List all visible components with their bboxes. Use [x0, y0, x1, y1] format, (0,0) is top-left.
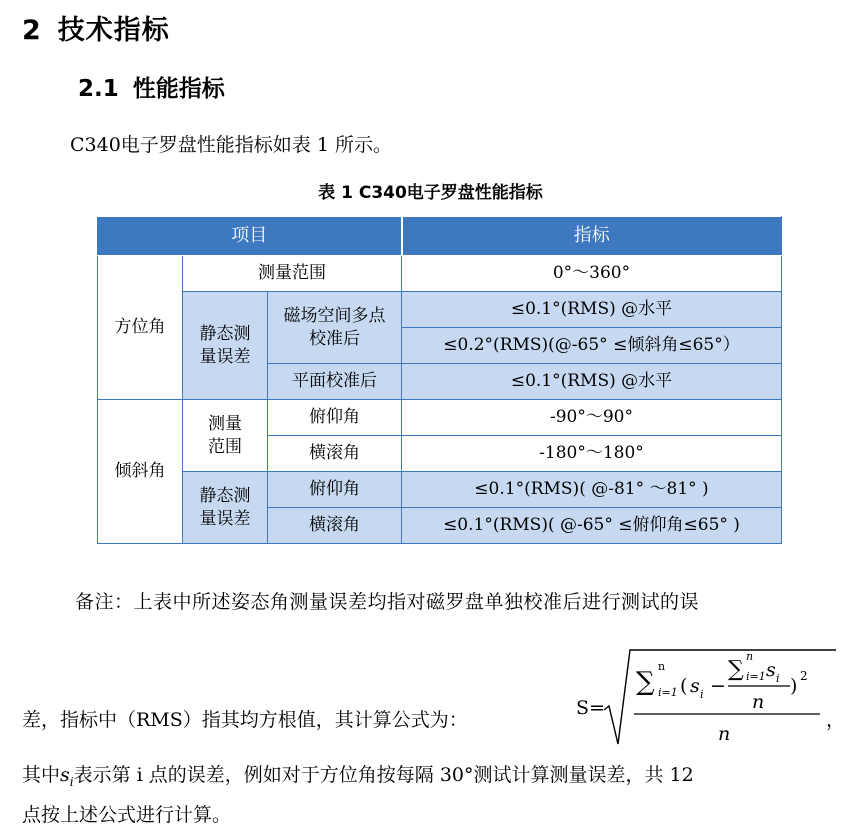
s-i-variable: s: [60, 764, 70, 786]
inner-s-var: s: [766, 659, 776, 681]
multi-point-value-1: ≤0.1°(RMS) @水平: [402, 292, 782, 328]
section-title: 技术指标: [57, 15, 170, 46]
pitch-label-error: 俯仰角: [268, 472, 402, 508]
explanation-line-2: 点按上述公式进行计算。: [22, 804, 232, 826]
intro-paragraph: C340电子罗盘性能指标如表 1 所示。: [70, 134, 392, 156]
section-number: 2: [22, 15, 42, 46]
pitch-error-value: ≤0.1°(RMS)( @-81° ～81° ): [402, 472, 782, 508]
table-caption: 表 1 C340电子罗盘性能指标: [318, 183, 543, 203]
pitch-label-range: 俯仰角: [268, 400, 402, 436]
inner-sum-sign: ∑: [728, 657, 744, 682]
tilt-range-label: 测量范围: [183, 400, 268, 472]
plane-value: ≤0.1°(RMS) @水平: [402, 364, 782, 400]
formula-intro-text: 差，指标中（RMS）指其均方根值，其计算公式为：: [22, 709, 468, 731]
subsection-title: 性能指标: [132, 76, 225, 102]
formula-comma: ，: [826, 709, 846, 731]
outer-sum-lower: i=1: [658, 686, 678, 699]
outer-sum-upper: n: [658, 660, 666, 673]
header-item: 项目: [98, 217, 402, 256]
tilt-static-error-label: 静态测量误差: [183, 472, 268, 544]
outer-denominator: n: [718, 723, 731, 745]
inner-sum-upper: n: [746, 650, 754, 663]
subsection-number: 2.1: [78, 76, 119, 102]
roll-label-range: 横滚角: [268, 436, 402, 472]
section-heading: [22, 8, 170, 47]
s-i-subscript: i: [69, 774, 74, 789]
plane-label: 平面校准后: [268, 364, 402, 400]
explanation-prefix: 其中: [22, 764, 61, 786]
open-paren: (: [680, 675, 688, 697]
azimuth-label: 方位角: [98, 256, 183, 400]
explanation-line: [22, 760, 694, 789]
inner-denominator: n: [752, 691, 765, 713]
close-paren: ): [790, 675, 798, 697]
roll-range-value: -180°～180°: [402, 436, 782, 472]
multi-point-value-2: ≤0.2°(RMS)(@-65° ≤倾斜角≤65°）: [402, 328, 782, 364]
multi-point-label: 磁场空间多点校准后: [268, 292, 402, 364]
azimuth-range-value: 0°～360°: [402, 256, 782, 292]
explanation-text: 表示第 i 点的误差，例如对于方位角按每隔 30°测试计算测量误差，共 12: [73, 764, 694, 786]
note-paragraph: 备注：上表中所述姿态角测量误差均指对磁罗盘单独校准后进行测试的误: [75, 591, 700, 613]
inner-s-sub: i: [776, 672, 780, 685]
formula-lhs: S=: [576, 697, 605, 719]
s-var: s: [690, 675, 700, 697]
performance-table: [97, 216, 782, 544]
header-spec: 指标: [402, 217, 782, 256]
azimuth-range-label: 测量范围: [183, 256, 402, 292]
pitch-range-value: -90°～90°: [402, 400, 782, 436]
tilt-label: 倾斜角: [98, 400, 183, 544]
roll-error-value: ≤0.1°(RMS)( @-65° ≤俯仰角≤65° ): [402, 508, 782, 544]
s-sub: i: [700, 688, 704, 701]
roll-label-error: 横滚角: [268, 508, 402, 544]
rms-formula: [576, 640, 846, 750]
azimuth-static-error-label: 静态测量误差: [183, 292, 268, 400]
exponent: 2: [800, 669, 808, 683]
minus-sign: −: [710, 675, 726, 697]
outer-sum-sign: ∑: [636, 667, 655, 697]
inner-sum-lower: i=1: [746, 670, 766, 683]
subsection-heading: [78, 70, 225, 103]
